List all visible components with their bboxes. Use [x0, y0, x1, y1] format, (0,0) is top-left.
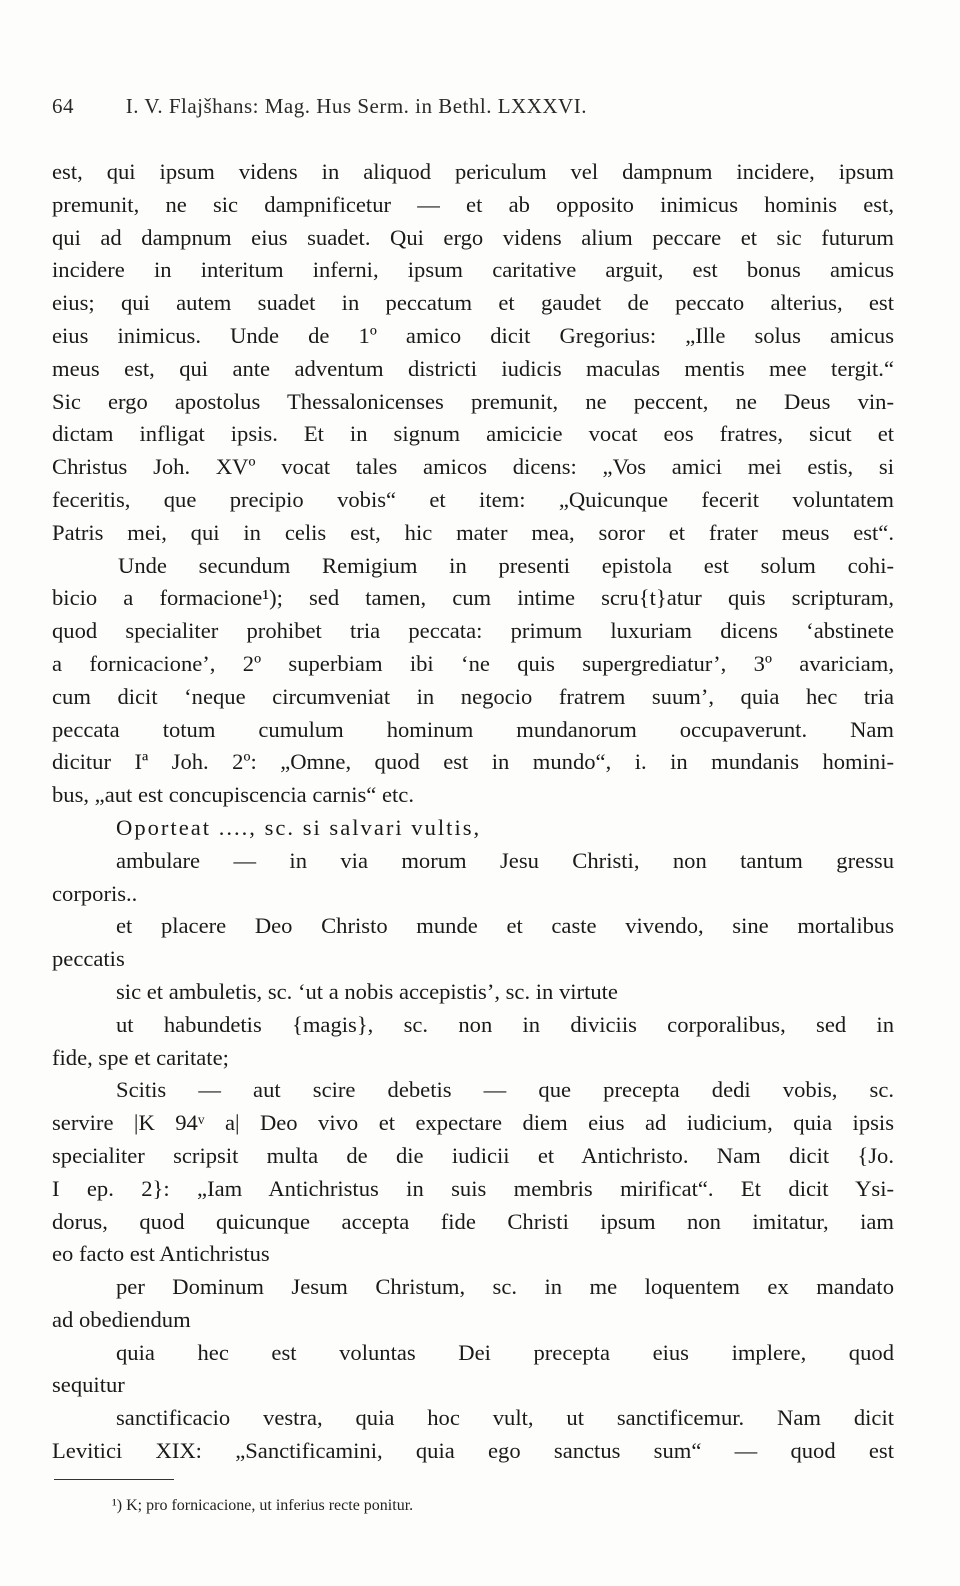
footnote-rule [54, 1479, 174, 1480]
text-line: quod specialiter prohibet tria peccata: primum luxuriam dicens ‘abstinete [52, 618, 894, 644]
text-line: sequitur [52, 1372, 125, 1398]
text-line: I ep. 2}: „Iam Antichristus in suis membris mirificat“. Et dicit Ysi- [52, 1175, 894, 1201]
text-line: feceritis, que precipio vobis“ et item: „Quicunque fecerit voluntatem [52, 486, 894, 512]
text-line: premunit, ne sic dampnificetur — et ab opposito inimicus hominis est, [52, 191, 894, 217]
text-line: per Dominum Jesum Christum, sc. in me loquentem ex mandato [116, 1274, 894, 1300]
running-header [52, 94, 912, 119]
text-line: Sic ergo apostolus Thessalonicenses premunit, ne peccent, ne Deus vin- [52, 388, 894, 414]
text-line: eo facto est Antichristus [52, 1241, 270, 1267]
page-number: 64 [52, 94, 74, 118]
footnote: ¹) K; pro fornicacione, ut inferius recte ponitur. [112, 1497, 414, 1514]
text-line: sanctificacio vestra, quia hoc vult, ut sanctificemur. Nam dicit [116, 1405, 894, 1431]
text-line: dorus, quod quicunque accepta fide Christi ipsum non imitatur, iam [52, 1208, 894, 1234]
text-line: Levitici XIX: „Sanctificamini, quia ego sanctus sum“ — quod est [52, 1438, 894, 1464]
text-line: servire |K 94ᵛ a| Deo vivo et expectare diem eius ad iudicium, quia ipsis [52, 1110, 894, 1136]
text-line: incidere in interitum inferni, ipsum caritative arguit, est bonus amicus [52, 257, 894, 283]
text-line: sic et ambuletis, sc. ‘ut a nobis accepistis’, sc. in virtute [116, 978, 618, 1004]
text-line: cum dicit ‘neque circumveniat in negocio fratrem suum’, quia hec tria [52, 683, 894, 709]
text-line: eius; qui autem suadet in peccatum et gaudet de peccato alterius, est [52, 290, 894, 316]
body-text [52, 156, 894, 1468]
text-line: specialiter scripsit multa de die iudicii et Antichristo. Nam dicit {Jo. [52, 1142, 894, 1168]
text-line: dictam infligat ipsis. Et in signum amicicie vocat eos fratres, sicut et [52, 421, 894, 447]
text-line: Oporteat ...., sc. si salvari vultis, [116, 814, 482, 840]
text-line: et placere Deo Christo munde et caste vivendo, sine mortalibus [116, 913, 894, 939]
text-line: ambulare — in via morum Jesu Christi, non tantum gressu [116, 847, 894, 873]
running-title: I. V. Flajšhans: Mag. Hus Serm. in Bethl. LXXXVI. [125, 94, 587, 118]
text-line: peccata totum cumulum hominum mundanorum occupaverunt. Nam [52, 716, 894, 742]
text-line: Christus Joh. XVº vocat tales amicos dicens: „Vos amici mei estis, si [52, 454, 894, 480]
text-line: ut habundetis {magis}, sc. non in diviciis corporalibus, sed in [116, 1011, 894, 1037]
text-line: a fornicacione’, 2º superbiam ibi ‘ne quis supergrediatur’, 3º avariciam, [52, 650, 894, 676]
text-line: eius inimicus. Unde de 1º amico dicit Gregorius: „Ille solus amicus [52, 322, 894, 348]
text-line: bus, „aut est concupiscencia carnis“ etc. [52, 782, 414, 808]
text-line: bicio a formacione¹); sed tamen, cum intime scru{t}atur quis scripturam, [52, 585, 894, 611]
text-line: meus est, qui ante adventum districti iudicis maculas mentis mee tergit.“ [52, 355, 894, 381]
text-line: ad obediendum [52, 1306, 191, 1332]
text-line: qui ad dampnum eius suadet. Qui ergo videns alium peccare et sic futurum [52, 224, 894, 250]
text-line: dicitur Iª Joh. 2º: „Omne, quod est in mundo“, i. in mundanis homini- [52, 749, 894, 775]
text-line: Unde secundum Remigium in presenti epistola est solum cohi- [118, 552, 894, 578]
text-line: peccatis [52, 946, 125, 972]
text-line: est, qui ipsum videns in aliquod periculum vel dampnum incidere, ipsum [52, 159, 894, 184]
text-line: corporis.. [52, 880, 138, 906]
text-line: quia hec est voluntas Dei precepta eius implere, quod [116, 1339, 894, 1365]
text-line: Patris mei, qui in celis est, hic mater mea, soror et frater meus est“. [52, 519, 894, 545]
text-line: fide, spe et caritate; [52, 1044, 229, 1070]
text-line: Scitis — aut scire debetis — que precepta dedi vobis, sc. [116, 1077, 894, 1103]
